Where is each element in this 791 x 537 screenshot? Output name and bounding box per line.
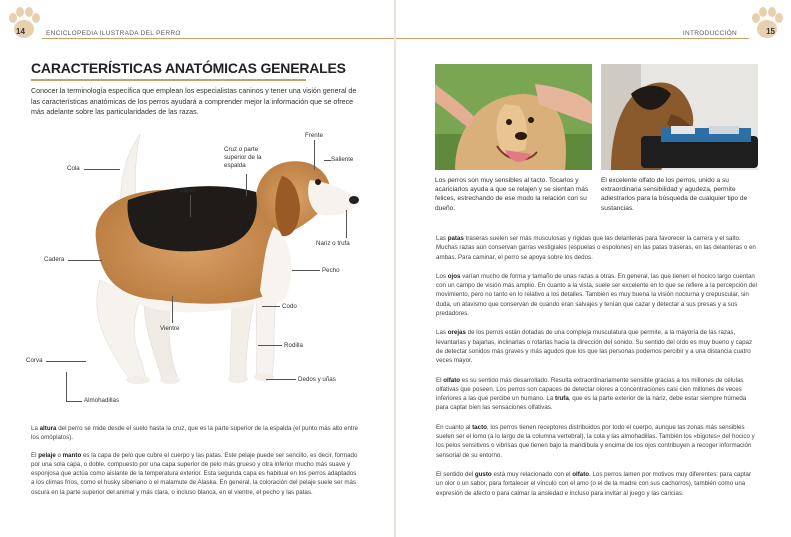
page-title: CARACTERÍSTICAS ANATÓMICAS GENERALES bbox=[31, 60, 346, 76]
title-underline bbox=[31, 79, 306, 81]
running-title: INTRODUCCIÓN bbox=[682, 30, 737, 37]
paragraph-tacto: En cuanto al tacto, los perros tienen receptores distribuidos por todo el cuerpo, aunque las zonas más sensibles suelen ser el lomo (a lo largo de la columna vertebral), la cola y las almohadillas. También los «bigotes» del hocico y los pelos sensitivos o vibrisas que tienen bajo la mandíbula y encima de los ojos contribuyen a recoger información sensorial de su entorno. bbox=[436, 423, 755, 459]
paragraph-altura: La altura del perro se mide desde el suelo hasta la cruz, que es la parte superior de la espalda (el punto más alto entre los omóplatos). bbox=[31, 425, 359, 442]
leader-line bbox=[324, 160, 331, 161]
photo-dog-petted bbox=[435, 64, 592, 170]
leader-line bbox=[84, 169, 120, 170]
label-codo: Codo bbox=[282, 303, 297, 310]
paragraph-ojos: Los ojos varían mucho de forma y tamaño de unas razas a otras. En general, las que tienen el hocico largo cuentan con un campo de visión más amplio. En cuanto a la vista, suele ser excelente en lo que se refiere a la percepción del movimiento, pero no tanto en lo relativo a los detalles. También es muy buena la visión nocturna y crepuscular, sin duda, un atavismo que conservan de cuando eran salvajes y tenían que cazar y detectar a sus presas y a sus predadores. bbox=[436, 272, 757, 318]
label-cadera: Cadera bbox=[44, 256, 65, 263]
label-pecho: Pecho bbox=[322, 267, 340, 274]
label-dedos: Dedos y uñas bbox=[298, 376, 336, 383]
page-number: 15 bbox=[766, 27, 775, 36]
paragraph-orejas: Las orejas de los perros están dotadas de una compleja musculatura que permite, a la mayoría de las razas, levantarlas y bajarlas, inclinarlas o rotarlas hacia la dirección del sonido. Su sentido del oído es muy bueno y capaz de detectar sonidos más graves y más agudos que los que las personas podemos percibir y a una distancia cuatro veces mayor. bbox=[436, 329, 753, 365]
right-header bbox=[396, 0, 791, 44]
leader-line bbox=[68, 260, 102, 261]
intro-paragraph: Conocer la terminología específica que emplean los especialistas caninos y tener una visión general de las características anatómicas de los perros ayudará a comprender mejor la información que se ofrece más adelante sobre las particularidades de las razas. bbox=[31, 87, 357, 116]
running-title: ENCICLOPEDIA ILUSTRADA DEL PERRO bbox=[46, 30, 181, 37]
paragraph-patas: Las patas traseras suelen ser más musculosas y rígidas que las delanteras para favorecer la carrera y el salto. Muchas razas aún conservan garras vestigiales (espuelas o espolones) en las patas traseras, en las delanteras o en ambas. Para caminar, el perro se apoya sobre los dedos. bbox=[436, 235, 756, 261]
label-saliente: Saliente bbox=[331, 156, 354, 163]
leader-line bbox=[262, 306, 280, 307]
leader-line bbox=[66, 372, 67, 401]
leader-line bbox=[292, 270, 320, 271]
label-nariz: Nariz o trufa bbox=[316, 240, 350, 247]
label-lomo: Lomo bbox=[180, 187, 196, 194]
leader-line bbox=[172, 296, 173, 323]
label-cruz: Cruz o parte superior de la espalda bbox=[224, 146, 262, 169]
leader-line bbox=[258, 345, 282, 346]
leader-line bbox=[246, 174, 247, 196]
caption-tacto: Los perros son muy sensibles al tacto. Tocarlos y acariciarlos ayuda a que se relajen y se sientan más felices, estrechando de ese modo la relación con su dueño. bbox=[435, 177, 589, 212]
left-header bbox=[0, 0, 395, 44]
header-rule bbox=[396, 38, 749, 39]
leader-line bbox=[314, 140, 315, 170]
photo-dog-sniffing bbox=[601, 64, 758, 170]
leader-line bbox=[46, 361, 86, 362]
photo-dog-sniffing-image bbox=[601, 64, 758, 170]
right-body-text bbox=[436, 234, 758, 498]
paragraph-olfato: El olfato es su sentido más desarrollado. Resulta extraordinariamente sensible gracias a los millones de células olfativas que poseen. Los perros son capaces de detectar olores a concentraciones casi cien millones de veces inferiores a las que percibe un humano. La trufa, que es la parte exterior de la nariz, debe estar siempre húmeda para captar bien las sensaciones olfativas. bbox=[436, 376, 747, 412]
paw-print-icon bbox=[749, 6, 785, 42]
leader-line bbox=[190, 195, 191, 217]
leader-line bbox=[266, 379, 296, 380]
label-rodilla: Rodilla bbox=[284, 342, 303, 349]
label-cola: Cola bbox=[67, 165, 80, 172]
page-number: 14 bbox=[16, 27, 25, 36]
leader-line bbox=[66, 401, 82, 402]
left-page bbox=[0, 0, 395, 537]
label-frente: Frente bbox=[305, 132, 323, 139]
left-body-text bbox=[31, 424, 361, 497]
caption-olfato: El excelente olfato de los perros, unido a su extraordinaria sensibilidad y agudeza, permite adiestrarlos para la búsqueda de cualquier tipo de sustancias. bbox=[601, 177, 748, 212]
photo-dog-petted-image bbox=[435, 64, 592, 170]
paw-print-icon bbox=[6, 6, 42, 42]
paragraph-pelaje: El pelaje o manto es la capa de pelo que cubre el cuerpo y las patas. Este pelaje puede ser sencillo, es decir, formado por una sola capa, o doble, compuesto por una capa superior de pelo más grueso y otra inferior mucho más suave y esponjosa que actúa como aislante de la temperatura exterior. Esta segunda capa es habitual en los perros adaptados a los climas fríos, como el husky siberiano o el malamute de Alaska. En general, la coloración del pelaje suele ser más oscura en la parte superior del animal y más clara, o incluso blanca, en el vientre, el pecho y las patas. bbox=[31, 451, 358, 496]
label-vientre: Vientre bbox=[160, 325, 180, 332]
header-rule bbox=[42, 38, 395, 39]
beagle-illustration bbox=[60, 130, 370, 400]
leader-line bbox=[346, 210, 347, 238]
label-almohadillas: Almohadillas bbox=[84, 397, 120, 404]
paragraph-gusto: El sentido del gusto está muy relacionado con el olfato. Los perros lamen por motivos muy diferentes: para captar un olor o un sabor, para fortalecer el vínculo con el amo (o el de la madre con sus cachorros), también como una expresión de afecto o para calmar la ansiedad e incluso para invitar al juego y las caricias. bbox=[436, 470, 752, 497]
label-corva: Corva bbox=[26, 357, 43, 364]
